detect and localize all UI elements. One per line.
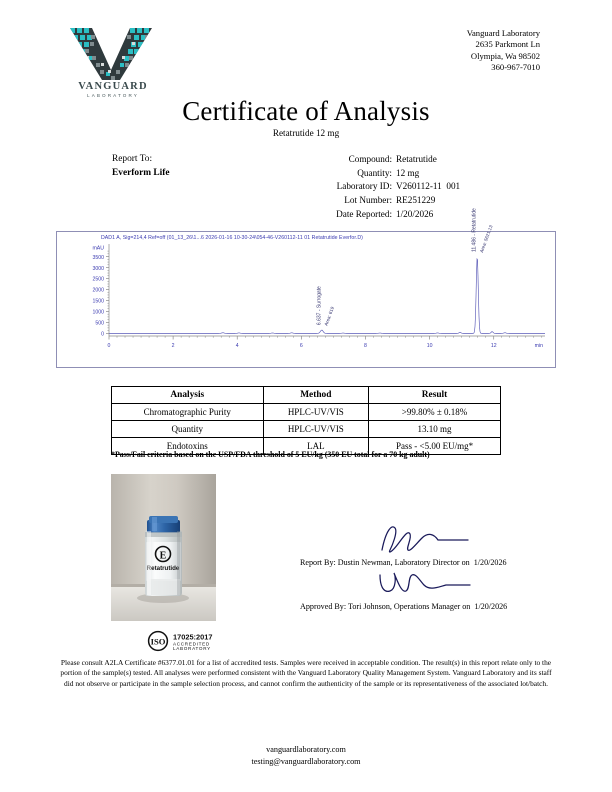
svg-text:3500: 3500	[92, 254, 104, 261]
meta-value-compound: Retatrutide	[396, 154, 437, 164]
svg-text:Retatrutide: Retatrutide	[146, 565, 180, 572]
cell-method-endotoxins: LAL	[263, 438, 369, 455]
sample-meta-block	[300, 153, 460, 222]
address-line-2: 2635 Parkmont Ln	[475, 39, 540, 50]
meta-value-laboratory-id: V260112-11 001	[396, 181, 461, 192]
document-header	[0, 22, 612, 102]
meta-value-date-reported: 1/20/2026	[396, 208, 434, 219]
signature-2-caption: Approved By: Tori Johnson, Operations Manager on 1/20/2026	[300, 602, 508, 611]
signature-1-caption: Report By: Dustin Newman, Laboratory Director on 1/20/2026	[300, 558, 507, 567]
report-to-block	[112, 153, 170, 180]
company-address	[467, 28, 540, 74]
vanguard-v-icon	[68, 26, 154, 82]
signature-icon	[372, 563, 482, 599]
meta-label-compound: Compound:	[348, 154, 392, 164]
footer-website: vanguardlaboratory.com	[266, 745, 346, 754]
svg-text:ACCREDITED: ACCREDITED	[173, 641, 210, 647]
logo-subtitle: LABORATORY	[87, 93, 139, 98]
footer-email: testing@vanguardlaboratory.com	[251, 756, 361, 766]
svg-text:2: 2	[171, 343, 175, 349]
page-subtitle: Retatrutide 12 mg	[272, 128, 340, 138]
svg-text:11.486 - Retatrutide: 11.486 - Retatrutide	[471, 208, 478, 253]
svg-text:1000: 1000	[92, 309, 104, 316]
svg-text:LABORATORY: LABORATORY	[173, 646, 211, 652]
meta-row-lot-number	[300, 194, 460, 208]
chromatogram-title: DAD1 A, Sig=214,4 Ref=off (01_13_26\1...6 2026-01-16 10-30-24\054-46-V260112-11 01 Retatrutide Everfor.D)	[101, 235, 363, 241]
cell-result-purity: >99.80% ± 0.18%	[369, 404, 501, 421]
meta-label-date-reported: Date Reported:	[336, 208, 392, 219]
cell-analysis-purity: Chromatographic Purity	[112, 404, 264, 421]
svg-text:500: 500	[95, 320, 104, 327]
svg-text:2500: 2500	[92, 276, 104, 283]
meta-label-laboratory-id: Laboratory ID:	[336, 181, 392, 192]
svg-text:E: E	[159, 550, 167, 562]
results-table	[111, 386, 501, 455]
signature-2-mark	[300, 567, 565, 601]
address-phone: 360-967-7010	[491, 62, 540, 73]
accreditation-badge	[147, 630, 277, 652]
table-footnote: *Pass/Fail criteria based on the USP/FDA threshold of 5 EU/kg (350 EU total for a 70 kg adult)	[111, 450, 430, 459]
svg-text:ISO: ISO	[150, 636, 166, 647]
meta-row-laboratory-id	[300, 180, 460, 194]
svg-text:17025:2017: 17025:2017	[173, 632, 213, 642]
svg-text:6.637 - Surrogate: 6.637 - Surrogate	[316, 286, 323, 326]
svg-text:1500: 1500	[92, 298, 104, 305]
table-header-analysis: Analysis	[112, 387, 264, 404]
logo-company-name: VANGUARD	[78, 81, 148, 92]
meta-row-date-reported	[300, 208, 460, 222]
svg-text:0: 0	[101, 331, 104, 338]
meta-value-lot-number: RE251229	[396, 195, 436, 206]
table-header-result: Result	[369, 387, 501, 404]
cell-method-quantity: HPLC-UV/VIS	[263, 421, 369, 438]
svg-text:2000: 2000	[92, 287, 104, 294]
cell-result-quantity: 13.10 mg	[369, 421, 501, 438]
page-title: Certificate of Analysis	[182, 96, 430, 126]
table-row	[112, 421, 501, 438]
meta-label-lot-number: Lot Number:	[344, 195, 392, 206]
signature-block	[300, 524, 565, 611]
svg-text:Area: 5621.13: Area: 5621.13	[478, 224, 494, 254]
meta-row-compound	[300, 153, 460, 167]
table-header-row	[112, 387, 501, 404]
iso-accreditation-icon	[147, 630, 277, 652]
vial-photograph	[111, 474, 216, 621]
report-to-company: Everform Life	[112, 167, 170, 178]
svg-text:min: min	[534, 343, 543, 349]
report-to-label: Report To:	[112, 154, 153, 164]
cell-analysis-quantity: Quantity	[112, 421, 264, 438]
svg-text:3000: 3000	[92, 265, 104, 272]
meta-label-quantity: Quantity:	[357, 167, 392, 178]
cell-result-endotoxins: Pass - <5.00 EU/mg*	[369, 438, 501, 455]
signature-icon	[372, 520, 482, 556]
table-row	[112, 404, 501, 421]
svg-text:mAU: mAU	[92, 245, 104, 252]
table-header-method: Method	[263, 387, 369, 404]
svg-text:12: 12	[490, 343, 497, 349]
address-line-3: Olympia, Wa 98502	[470, 50, 540, 61]
svg-text:10: 10	[426, 343, 433, 349]
disclaimer-text: Please consult A2LA Certificate #6377.01.01 for a list of accredited tests. Samples were received in acceptable condition. The result(s) in this report relate only to the portion of the sample(s) tested. All analyses were performed consistent with the Vanguard Laboratory Quality Management System. Vanguard Laboratory and its staff did not observe or participate in the sample selection process, and cannot confirm the authenticity of the sample or its representativeness of the associated lot/batch.	[60, 658, 552, 688]
cell-analysis-endotoxins: Endotoxins	[112, 438, 264, 455]
svg-text:0: 0	[107, 343, 111, 349]
document-footer	[0, 744, 612, 767]
svg-text:8: 8	[364, 343, 367, 349]
cell-method-purity: HPLC-UV/VIS	[263, 404, 369, 421]
meta-value-quantity: 12 mg	[396, 167, 420, 178]
svg-text:Area: 619: Area: 619	[323, 305, 336, 327]
address-line-1: Vanguard Laboratory	[466, 28, 540, 38]
svg-text:6: 6	[299, 343, 303, 349]
meta-row-quantity	[300, 167, 460, 181]
vial-image	[111, 474, 216, 621]
svg-text:4: 4	[235, 343, 239, 349]
company-logo	[68, 26, 158, 100]
signature-1-mark	[300, 524, 565, 558]
